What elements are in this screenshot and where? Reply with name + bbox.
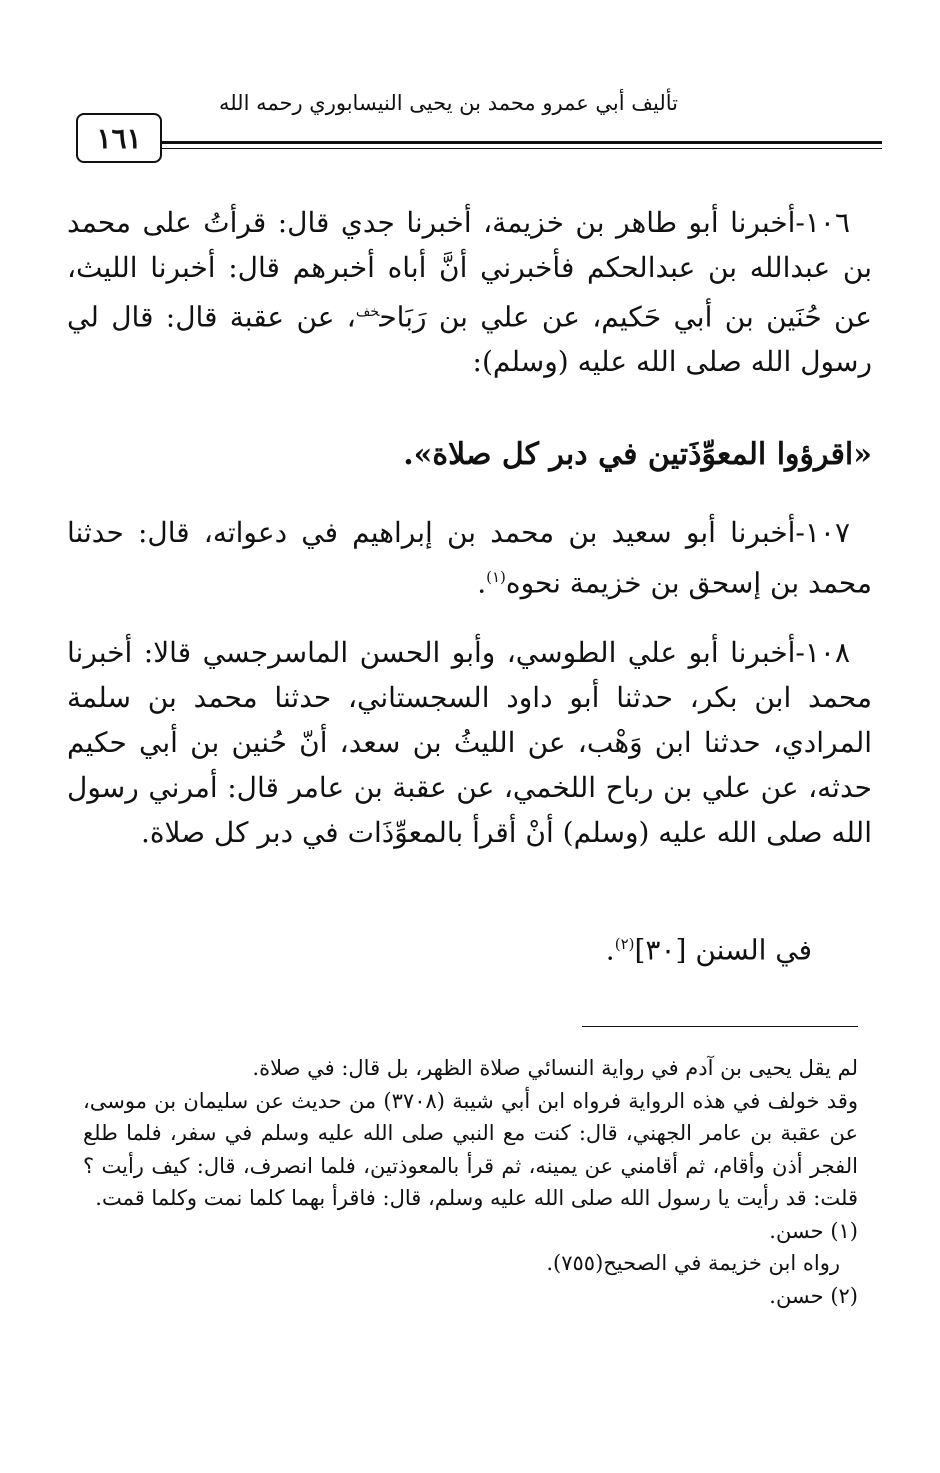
hadith-text: -أخبرنا أبو علي الطوسي، وأبو الحسن الماسرجسي قالا: أخبرنا محمد ابن بكر، حدثنا أبو داود السجستاني، حدثنا محمد بن سلمة المرادي، حدثنا ابن وَهْب، عن الليثُ بن سعد، أنّ حُنين بن أبي حكيم حدثه، عن علي بن رباح اللخمي، عن عقبة بن عامر قال: أمرني رسول الله صلى الله عليه (وسلم) أنْ أقرأ بالمعوِّذَات في دبر كل صلاة. <box>67 636 872 849</box>
footnote-separator <box>582 1026 858 1027</box>
footnote-1: (١) حسن. <box>769 1218 858 1243</box>
hadith-107 <box>67 510 872 605</box>
header-rule-thin <box>150 148 882 149</box>
hadith-text-end: ، عن عقبة قال: قال لي رسول الله صلى الله عليه (وسلم): <box>67 300 872 379</box>
footnote-note-b: وقد خولف في هذه الرواية فرواه ابن أبي شيبة (٣٧٠٨) من حديث عن سليمان بن موسى، عن عقبة بن عامر الجهني، قال: كنت مع النبي صلى الله عليه وسلم في سفر، فلما طلع الفجر أذن وأقام، ثم أقامني عن يمينه، ثم قرأ بالمعوذتين، فلما انصرف، قال: كيف رأيت ؟ قلت: قد رأيت يا رسول الله صلى الله عليه وسلم، قال: فاقرأ بهما كلما نمت وكلما قمت. <box>83 1088 858 1210</box>
footnote-ref-1: (١) <box>486 568 506 586</box>
source-reference <box>312 922 812 972</box>
source-text: في السنن [٣٠] <box>634 933 812 967</box>
hadith-number: ١٠٧ <box>804 516 850 549</box>
header-rule-thick <box>150 141 882 144</box>
footnote-ref-2: (٢) <box>614 935 635 953</box>
footnote-1-detail: رواه ابن خزيمة في الصحيح(٧٥٥). <box>546 1251 840 1275</box>
footnote-note-a: لم يقل يحيى بن آدم في رواية النسائي صلاة الظهر، بل قال: في صلاة. <box>252 1056 858 1080</box>
sentence-end: . <box>605 933 615 967</box>
marker-note: خف <box>355 304 380 320</box>
footnote-2: (٢) حسن. <box>769 1283 858 1308</box>
hadith-number: ١٠٨ <box>804 636 850 669</box>
hadith-text: -أخبرنا أبو سعيد بن محمد بن إبراهيم في دعواته، قال: حدثنا محمد بن إسحق بن خزيمة نحوه <box>67 516 872 600</box>
running-title: تأليف أبي عمرو محمد بن يحيى النيسابوري رحمه الله <box>218 91 678 115</box>
hadith-text: -أخبرنا أبو طاهر بن خزيمة، أخبرنا جدي قال: قرأتُ على محمد بن عبدالله بن عبدالحكم فأخبرني أنَّ أباه أخبرهم قال: أخبرنا الليث، عن حُنَين بن أبي حَكيم، عن علي بن رَبَاح <box>67 206 872 334</box>
sentence-end: . <box>477 566 487 600</box>
hadith-number: ١٠٦ <box>804 206 850 239</box>
footnotes <box>83 1052 858 1312</box>
hadith-108 <box>67 630 872 855</box>
prophetic-quote: «اقرؤوا المعوِّذَتين في دبر كل صلاة». <box>403 437 872 472</box>
hadith-106 <box>67 200 872 384</box>
page-number: ١٦١ <box>76 113 162 163</box>
